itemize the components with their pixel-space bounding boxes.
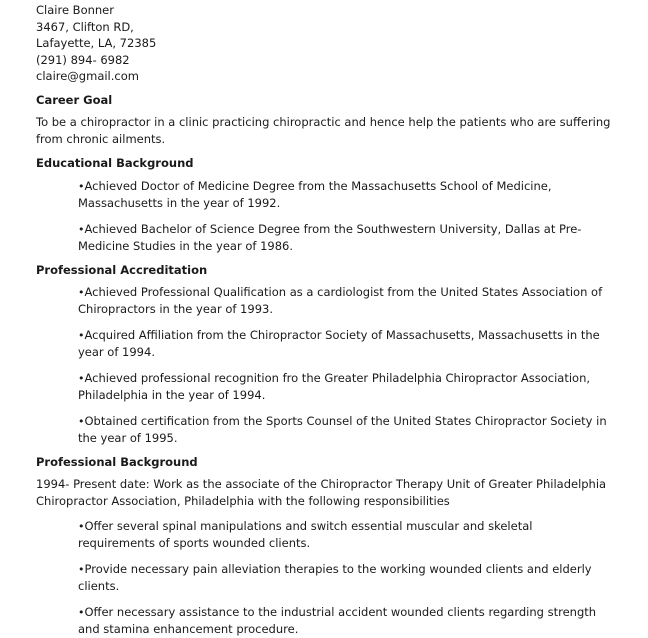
- accreditation-item: •Achieved professional recognition fro the Greater Philadelphia Chiropractor Association, Philadelphia in the year of 1994.: [78, 370, 591, 402]
- contact-name: Claire Bonner: [36, 3, 114, 17]
- career-goal-text: To be a chiropractor in a clinic practicing chiropractic and hence help the patients who are suffering from chronic ailments.: [36, 114, 611, 146]
- education-item: •Achieved Doctor of Medicine Degree from the Massachusetts School of Medicine, Massachusetts in the year of 1992.: [78, 178, 552, 210]
- professional-item: •Provide necessary pain alleviation therapies to the working wounded clients and elderly clients.: [78, 561, 592, 593]
- accreditation-heading: Professional Accreditation: [36, 262, 208, 277]
- contact-email: claire@gmail.com: [36, 69, 139, 83]
- contact-address-line1: 3467, Clifton RD,: [36, 19, 134, 34]
- contact-address-line2: Lafayette, LA, 72385: [36, 36, 157, 50]
- professional-item: •Offer several spinal manipulations and switch essential muscular and skeletal requirements of sports wounded clients.: [78, 518, 533, 550]
- professional-item: •Offer necessary assistance to the industrial accident wounded clients regarding strength and stamina enhancement procedure.: [78, 604, 597, 636]
- professional-heading: Professional Background: [36, 454, 198, 469]
- accreditation-item: •Obtained certification from the Sports Counsel of the United States Chiropractor Society in the year of 1995.: [78, 413, 607, 445]
- education-heading: Educational Background: [36, 155, 194, 170]
- education-item: •Achieved Bachelor of Science Degree from the Southwestern University, Dallas at Pre-Medicine Studies in the year of 1986.: [78, 221, 582, 253]
- accreditation-item: •Achieved Professional Qualification as a cardiologist from the United States Association of Chiropractors in the year of 1993.: [78, 284, 603, 316]
- accreditation-item: •Acquired Affiliation from the Chiropractor Society of Massachusetts, Massachusetts in the year of 1994.: [78, 327, 600, 359]
- contact-block: [36, 2, 612, 85]
- career-goal-heading: Career Goal: [36, 92, 113, 107]
- contact-phone: (291) 894- 6982: [36, 52, 130, 67]
- professional-intro: 1994- Present date: Work as the associate of the Chiropractor Therapy Unit of Greater Philadelphia Chiropractor Association, Philadelphia with the following responsibilities: [36, 476, 607, 508]
